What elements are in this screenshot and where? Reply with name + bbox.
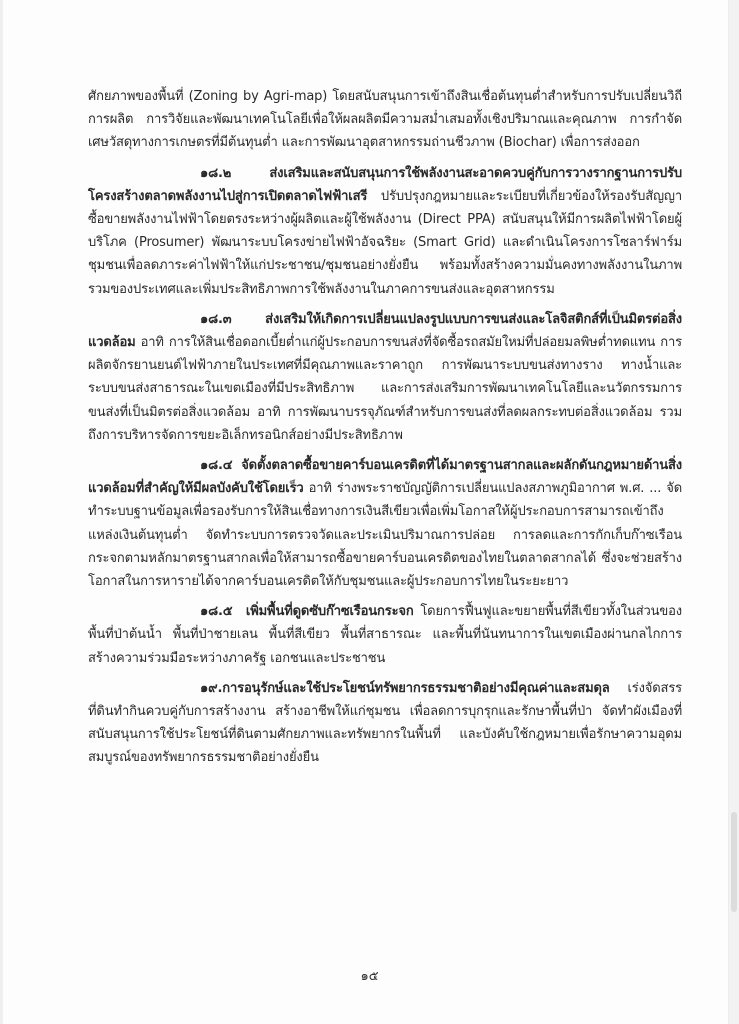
document-body (88, 85, 682, 777)
paragraph-body: อาทิ ร่างพระราชบัญญัติการเปลี่ยนแปลงสภาพภูมิอากาศ พ.ศ. ... จัดทำระบบฐานข้อมูลเพื่อรองรับการให้สินเชื่อทางการเงินสีเขียวเพื่อเพิ่มโอกาสให้ผู้ประกอบการสามารถเข้าถึงแหล่งเงินต้นทุนต่ำ จัดทำระบบการตรวจวัดและประเมินปริมาณการปล่อย การลดและการกักเก็บก๊าซเรือนกระจกตามหลักมาตรฐานสากลเพื่อให้สามารถซื้อขายคาร์บอนเครดิตของไทยในตลาดสากลได้ ซึ่งจะช่วยสร้างโอกาสในการหารายได้จากคาร์บอนเครดิตให้กับชุมชนและผู้ประกอบการไทยในระยะยาว (88, 481, 682, 590)
paragraph-body: โดยการฟื้นฟูและขยายพื้นที่สีเขียวทั้งในส่วนของพื้นที่ป่าต้นน้ำ พื้นที่ป่าชายเลน พื้นที่สีเขียว พื้นที่สาธารณะ และพื้นที่นันทนาการในเขตเมืองผ่านกลไกการสร้างความร่วมมือระหว่างภาครัฐ เอกชนและประชาชน (88, 604, 683, 666)
section-number: ๑๘.๕ (200, 604, 233, 620)
paragraph-19 (88, 677, 682, 770)
page-number: ๑๕ (360, 969, 379, 984)
paragraph-body: อาทิ การให้สินเชื่อดอกเบี้ยต่ำแก่ผู้ประกอบการขนส่งที่จัดซื้อรถสมัยใหม่ที่ปล่อยมลพิษต่ำทดแทน การผลิตจักรยานยนต์ไฟฟ้าภายในประเทศที่มีคุณภาพและราคาถูก การพัฒนาระบบขนส่งทางราง ทางน้ำและระบบขนส่งสาธารณะในเขตเมืองที่มีประสิทธิภาพ และการส่งเสริมการพัฒนาเทคโนโลยีและนวัตกรรมการขนส่งที่เป็นมิตรต่อสิ่งแวดล้อม อาทิ การพัฒนาบรรจุภัณฑ์สำหรับการขนส่งที่ลดผลกระทบต่อสิ่งแวดล้อม รวมถึงการบริหารจัดการขยะอิเล็กทรอนิกส์อย่างมีประสิทธิภาพ (88, 335, 682, 443)
section-number: ๑๘.๔ (200, 458, 233, 474)
paragraph-continuation (88, 85, 682, 155)
section-title: จัดตั้งตลาดซื้อขายคาร์บอนเครดิตที่ได้มาตรฐานสากลและผลักดันกฎหมายด้านสิ่งแวดล้อมที่สำคัญให้มีผลบังคับใช้โดยเร็ว (88, 458, 682, 497)
section-title: ส่งเสริมให้เกิดการเปลี่ยนแปลงรูปแบบการขนส่งและโลจิสติกส์ที่เป็นมิตรต่อสิ่งแวดล้อม (88, 311, 682, 351)
paragraph-body: ศักยภาพของพื้นที่ (Zoning by Agri-map) โดยสนับสนุนการเข้าถึงสินเชื่อต้นทุนต่ำสำหรับการปรับเปลี่ยนวิถีการผลิต การวิจัยและพัฒนาเทคโนโลยีเพื่อให้ผลผลิตมีความสม่ำเสมอทั้งเชิงปริมาณและคุณภาพ การกำจัดเศษวัสดุทางการเกษตรที่มีต้นทุนต่ำ และการพัฒนาอุตสาหกรรมถ่านชีวภาพ (Biochar) เพื่อการส่งออก (88, 89, 682, 151)
paragraph-body: เร่งจัดสรรที่ดินทำกินควบคู่กับการสร้างงาน สร้างอาชีพให้แก่ชุมชน เพื่อลดการบุกรุกและรักษาพื้นที่ป่า จัดทำผังเมืองที่สนับสนุนการใช้ประโยชน์ที่ดินตามศักยภาพและทรัพยากรในพื้นที่ และบังคับใช้กฎหมายเพื่อรักษาความอุดมสมบูรณ์ของทรัพยากรธรรมชาติอย่างยั่งยืน (88, 680, 682, 766)
section-title: ส่งเสริมและสนับสนุนการใช้พลังงานสะอาดควบคู่กับการวางรากฐานการปรับโครงสร้างตลาดพลังงานไปสู่การเปิดตลาดไฟฟ้าเสรี (88, 165, 682, 204)
paragraph-18-4 (88, 454, 682, 593)
paragraph-18-3 (88, 308, 682, 447)
paragraph-18-5 (88, 600, 682, 670)
section-number: ๑๘.๓ (200, 311, 232, 327)
vertical-scrollbar[interactable] (728, 0, 739, 1024)
paragraph-body: ปรับปรุงกฎหมายและระเบียบที่เกี่ยวข้องให้รองรับสัญญาซื้อขายพลังงานไฟฟ้าโดยตรงระหว่างผู้ผลิตและผู้ใช้พลังงาน (Direct PPA) สนับสนุนให้มีการผลิตไฟฟ้าโดยผู้บริโภค (Prosumer) พัฒนาระบบโครงข่ายไฟฟ้าอัจฉริยะ (Smart Grid) และดำเนินโครงการโซลาร์ฟาร์มชุมชนเพื่อลดภาระค่าไฟฟ้าให้แก่ประชาชน/ชุมชนอย่างยั่งยืน พร้อมทั้งสร้างความมั่นคงทางพลังงานในภาพรวมของประเทศและเพิ่มประสิทธิภาพการใช้พลังงานในภาคการขนส่งและอุตสาหกรรม (88, 188, 682, 297)
section-title: การอนุรักษ์และใช้ประโยชน์ทรัพยากรธรรมชาติอย่างมีคุณค่าและสมดุล (222, 680, 610, 696)
section-number: ๑๙. (200, 680, 223, 696)
scrollbar-thumb[interactable] (731, 812, 737, 912)
section-number: ๑๘.๒ (200, 165, 232, 181)
page-edge-shadow (0, 0, 3, 1024)
paragraph-18-2 (88, 162, 682, 301)
section-title: เพิ่มพื้นที่ดูดซับก๊าซเรือนกระจก (245, 604, 414, 620)
